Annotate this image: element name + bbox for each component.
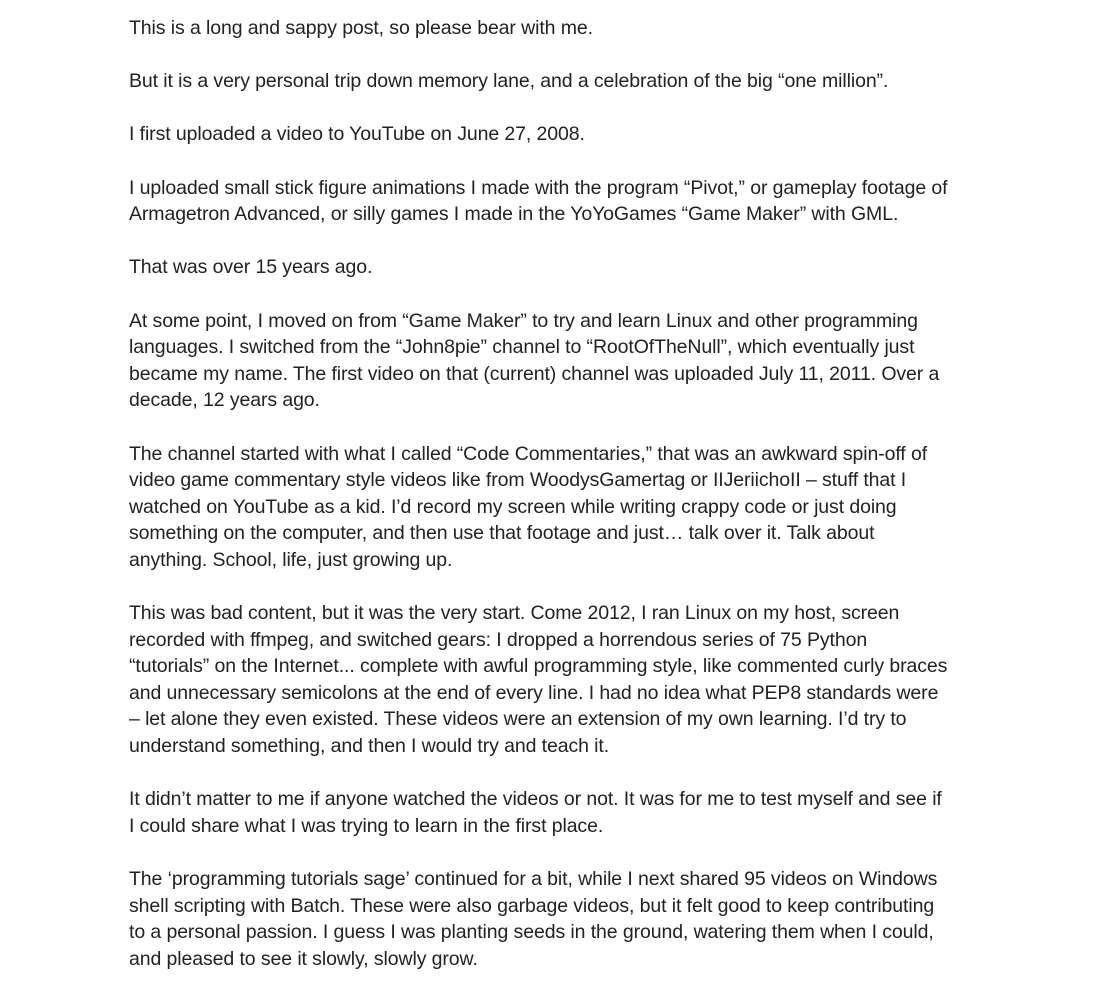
paragraph: That was over 15 years ago. [129,256,373,279]
article-body [129,15,991,999]
paragraph: It didn’t matter to me if anyone watched the videos or not. It was for me to test myself and see if I could share what I was trying to learn in the first place. [129,788,942,837]
paragraph: At some point, I moved on from “Game Maker” to try and learn Linux and other programming languages. I switched from the “John8pie” channel to “RootOfTheNull”, which eventually just became my name. The first video on that (current) channel was uploaded July 11, 2011. Over a decade, 12 years ago. [129,309,940,412]
paragraph: But it is a very personal trip down memory lane, and a celebration of the big “one million”. [129,70,889,93]
paragraph: I first uploaded a video to YouTube on June 27, 2008. [129,123,585,146]
paragraph: This was bad content, but it was the very start. Come 2012, I ran Linux on my host, screen recorded with ffmpeg, and switched gears: I dropped a horrendous series of 75 Python “tutorials” on the Internet... complete with awful programming style, like commented curly braces and unnecessary semicolons at the end of every line. I had no idea what PEP8 standards were – let alone they even existed. These videos were an extension of my own learning. I’d try to understand something, and then I would try and teach it. [129,602,948,758]
paragraph: I uploaded small stick figure animations I made with the program “Pivot,” or gameplay footage of Armagetron Advanced, or silly games I made in the YoYoGames “Game Maker” with GML. [129,176,948,226]
paragraph: The channel started with what I called “Code Commentaries,” that was an awkward spin-off of video game commentary style videos like from WoodysGamertag or IIJeriichoII – stuff that I watched on YouTube as a kid. I’d record my screen while writing crappy code or just doing something on the computer, and then use that footage and just… talk over it. Talk about anything. School, life, just growing up. [129,442,928,571]
paragraph: The ‘programming tutorials sage’ continued for a bit, while I next shared 95 videos on Windows shell scripting with Batch. These were also garbage videos, but it felt good to keep contributing to a personal passion. I guess I was planting seeds in the ground, watering them when I could, and pleased to see it slowly, slowly grow. [129,868,938,970]
paragraph: This is a long and sappy post, so please bear with me. [129,17,593,39]
